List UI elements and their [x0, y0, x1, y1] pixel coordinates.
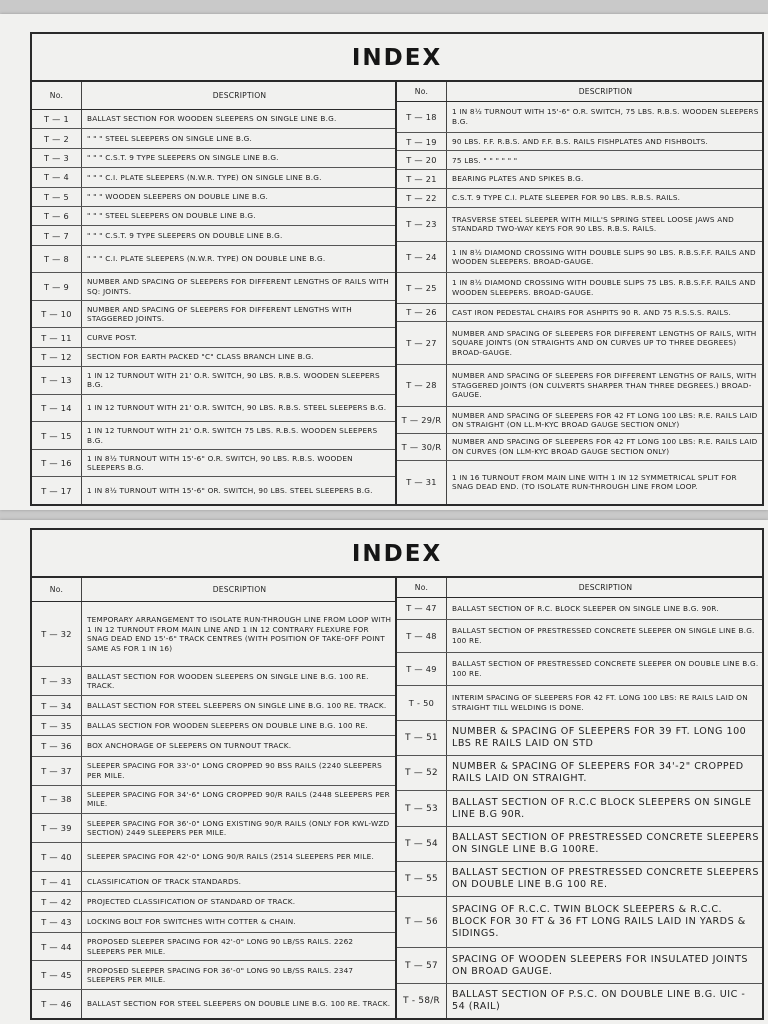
drawing-number: T — 13 [32, 367, 82, 394]
drawing-description: INTERIM SPACING OF SLEEPERS FOR 42 FT. LONG 100 LBS: RE RAILS LAID ON STRAIGHT TILL WELDING IS DONE. [452, 693, 748, 712]
drawing-description: 1 IN 8½ DIAMOND CROSSING WITH DOUBLE SLIPS 90 LBS. R.B.S.F.F. RAILS AND WOODEN SLEEPERS. BROAD-GAUGE. [452, 247, 756, 267]
drawing-number: T — 3 [32, 149, 82, 167]
index-column-left [32, 82, 397, 504]
table-row [32, 328, 395, 347]
table-row [32, 129, 395, 148]
drawing-description: NUMBER AND SPACING OF SLEEPERS FOR 42 FT LONG 100 LBS: R.E. RAILS LAID ON STRAIGHT (ON LL.M-KYC BROAD GAUGE SECTION ONLY) [452, 410, 758, 430]
drawing-description: NUMBER AND SPACING OF SLEEPERS FOR DIFFERENT LENGTHS OF RAILS, WITH STAGGERED JOINTS (ON CULVERTS SHARPER THAN THREE DEGREES.) BROAD-GAUGE. [452, 371, 757, 400]
table-row [397, 756, 762, 791]
drawing-description: TRASVERSE STEEL SLEEPER WITH MILL'S SPRING STEEL LOOSE JAWS AND STANDARD TWO-WAY KEYS FOR 90 LBS. R.B.S. RAILS. [452, 214, 734, 234]
drawing-number: T — 37 [32, 757, 82, 785]
table-row [397, 791, 762, 826]
drawing-description: " " " C.S.T. 9 TYPE SLEEPERS ON SINGLE LINE B.G. [87, 153, 279, 163]
drawing-description: 1 IN 8½ DIAMOND CROSSING WITH DOUBLE SLIPS 75 LBS. R.B.S.F.F. RAILS AND WOODEN SLEEPERS. BROAD-GAUGE. [452, 278, 756, 297]
drawing-description: BALLAST SECTION OF P.S.C. ON DOUBLE LINE B.G. UIC - 54 (RAIL) [452, 988, 746, 1012]
drawing-number: T — 49 [397, 653, 447, 685]
table-row [32, 226, 395, 245]
drawing-description: " " " C.S.T. 9 TYPE SLEEPERS ON DOUBLE LINE B.G. [87, 230, 283, 240]
table-row [32, 933, 395, 962]
table-row [32, 716, 395, 736]
drawing-number: T - 58/R [397, 984, 447, 1018]
drawing-description: 1 IN 16 TURNOUT FROM MAIN LINE WITH 1 IN 12 SYMMETRICAL SPLIT FOR SNAG DEAD END. (TO ISOLATE RUN-THROUGH LINE FROM LOOP. [452, 472, 737, 492]
drawing-description: NUMBER & SPACING OF SLEEPERS FOR 39 FT. LONG 100 LBS RE RAILS LAID ON STD [452, 725, 747, 749]
index-column-left [32, 578, 397, 1018]
drawing-description: 1 IN 12 TURNOUT WITH 21' O.R. SWITCH, 90 LBS. R.B.S. STEEL SLEEPERS B.G. [87, 403, 387, 413]
drawing-description: CURVE POST. [87, 332, 137, 342]
table-row [32, 168, 395, 187]
column-header-description: DESCRIPTION [212, 90, 267, 100]
table-row [32, 207, 395, 226]
drawing-description: NUMBER AND SPACING OF SLEEPERS FOR DIFFERENT LENGTHS OF RAILS WITH SQ: JOINTS. [87, 277, 389, 296]
drawing-description: CLASSIFICATION OF TRACK STANDARDS. [87, 876, 242, 886]
column-header-description: DESCRIPTION [212, 584, 267, 594]
table-row [32, 786, 395, 815]
table-row [397, 721, 762, 756]
table-row [397, 151, 762, 170]
drawing-number: T — 9 [32, 273, 82, 300]
index-column-right [397, 578, 762, 1018]
index-table-2 [30, 528, 764, 1020]
drawing-description: BALLAST SECTION OF PRESTRESSED CONCRETE SLEEPER ON DOUBLE LINE B.G. 100 RE. [452, 659, 759, 678]
drawing-description: NUMBER AND SPACING OF SLEEPERS FOR DIFFERENT LENGTHS OF RAILS, WITH SQUARE JOINTS (ON STRAIGHTS AND ON CURVES UP TO THREE DEGREES) BROAD-GAUGE. [452, 328, 757, 357]
drawing-description: SLEEPER SPACING FOR 33'-0" LONG CROPPED 90 BSS RAILS (2240 SLEEPERS PER MILE. [87, 761, 383, 780]
drawing-description: SLEEPER SPACING FOR 42'-0" LONG 90/R RAILS (2514 SLEEPERS PER MILE. [87, 852, 374, 862]
drawing-number: T — 42 [32, 892, 82, 911]
drawing-number: T — 56 [397, 897, 447, 947]
column-header-description: DESCRIPTION [578, 582, 633, 592]
drawing-number: T — 43 [32, 912, 82, 931]
drawing-description: C.S.T. 9 TYPE C.I. PLATE SLEEPER FOR 90 LBS. R.B.S. RAILS. [452, 193, 681, 203]
drawing-number: T — 2 [32, 129, 82, 147]
drawing-number: T — 31 [397, 461, 447, 504]
table-row [32, 602, 395, 667]
drawing-number: T - 50 [397, 686, 447, 720]
drawing-number: T — 36 [32, 736, 82, 755]
table-row [397, 365, 762, 407]
table-row [32, 188, 395, 207]
drawing-description: BEARING PLATES AND SPIKES B.G. [452, 174, 584, 184]
column-header-no: No. [32, 578, 82, 601]
table-row [32, 696, 395, 716]
table-row [397, 620, 762, 653]
index-title: INDEX [32, 530, 762, 578]
drawing-description: PROPOSED SLEEPER SPACING FOR 42'-0" LONG 90 LB/SS RAILS. 2262 SLEEPERS PER MILE. [87, 937, 354, 956]
table-row [397, 102, 762, 133]
drawing-number: T — 22 [397, 189, 447, 207]
drawing-number: T — 27 [397, 322, 447, 363]
drawing-number: T — 8 [32, 246, 82, 273]
table-row [32, 450, 395, 478]
table-row [32, 667, 395, 696]
table-row [397, 242, 762, 273]
table-row [32, 149, 395, 168]
table-row [397, 208, 762, 243]
drawing-number: T — 29/R [397, 407, 447, 433]
drawing-number: T — 38 [32, 786, 82, 814]
drawing-description: BALLAST SECTION FOR WOODEN SLEEPERS ON SINGLE LINE B.G. 100 RE. TRACK. [87, 671, 369, 691]
drawing-number: T — 6 [32, 207, 82, 225]
drawing-description: PROJECTED CLASSIFICATION OF STANDARD OF TRACK. [87, 897, 296, 907]
header-row [397, 82, 762, 102]
drawing-number: T — 5 [32, 188, 82, 206]
drawing-number: T — 7 [32, 226, 82, 244]
drawing-description: 1 IN 8½ TURNOUT WITH 15'-6" OR. SWITCH, 90 LBS. STEEL SLEEPERS B.G. [87, 485, 373, 495]
table-row [397, 598, 762, 620]
drawing-number: T — 53 [397, 791, 447, 825]
drawing-number: T — 18 [397, 102, 447, 132]
drawing-description: SLEEPER SPACING FOR 34'-6" LONG CROPPED 90/R RAILS (2448 SLEEPERS PER MILE. [87, 789, 390, 809]
drawing-number: T — 19 [397, 133, 447, 151]
drawing-number: T — 30/R [397, 434, 447, 460]
table-row [397, 984, 762, 1018]
drawing-number: T — 14 [32, 395, 82, 422]
drawing-number: T — 21 [397, 170, 447, 188]
table-row [397, 170, 762, 189]
drawing-number: T — 12 [32, 348, 82, 366]
drawing-description: TEMPORARY ARRANGEMENT TO ISOLATE RUN-THROUGH LINE FROM LOOP WITH 1 IN 12 TURNOUT FROM MAIN LINE AND 1 IN 12 CONTRARY FLEXURE FOR SNAG DEAD END 15'-6" TRACK CENTRES (WITH POSITION OF TAKE-OFF POINT SAME AS FOR 1 IN 16) [87, 615, 392, 653]
drawing-number: T — 33 [32, 667, 82, 695]
drawing-number: T — 54 [397, 827, 447, 861]
index-sheet-1 [0, 14, 768, 510]
drawing-description: 1 IN 8½ TURNOUT WITH 15'-6" O.R. SWITCH, 75 LBS. R.B.S. WOODEN SLEEPERS B.G. [452, 107, 759, 126]
drawing-number: T — 41 [32, 872, 82, 891]
table-row [32, 367, 395, 395]
drawing-number: T — 57 [397, 948, 447, 982]
table-row [32, 273, 395, 301]
header-row [32, 82, 395, 110]
table-row [397, 653, 762, 686]
drawing-description: BALLAST SECTION FOR WOODEN SLEEPERS ON SINGLE LINE B.G. [87, 114, 337, 124]
drawing-description: 1 IN 12 TURNOUT WITH 21' O.R. SWITCH 75 LBS. R.B.S. WOODEN SLEEPERS B.G. [87, 426, 378, 445]
drawing-number: T — 16 [32, 450, 82, 477]
table-row [397, 273, 762, 304]
drawing-number: T — 17 [32, 477, 82, 504]
drawing-number: T — 40 [32, 843, 82, 871]
drawing-number: T — 51 [397, 721, 447, 755]
column-header-no: No. [397, 578, 447, 597]
drawing-description: " " " C.I. PLATE SLEEPERS (N.W.R. TYPE) ON DOUBLE LINE B.G. [87, 254, 326, 264]
drawing-number: T — 47 [397, 598, 447, 619]
drawing-description: " " " WOODEN SLEEPERS ON DOUBLE LINE B.G. [87, 192, 269, 202]
drawing-description: NUMBER AND SPACING OF SLEEPERS FOR 42 FT LONG 100 LBS: R.E. RAILS LAID ON CURVES (ON LLM-KYC BROAD GAUGE SECTION ONLY) [452, 437, 758, 456]
drawing-description: NUMBER AND SPACING OF SLEEPERS FOR DIFFERENT LENGTHS WITH STAGGERED JOINTS. [87, 304, 352, 324]
table-row [32, 246, 395, 274]
drawing-number: T — 15 [32, 422, 82, 449]
table-row [32, 814, 395, 843]
drawing-number: T — 11 [32, 328, 82, 346]
drawing-description: " " " STEEL SLEEPERS ON SINGLE LINE B.G. [87, 133, 252, 143]
table-row [32, 422, 395, 450]
table-row [32, 110, 395, 129]
index-table-1 [30, 32, 764, 506]
table-row [397, 827, 762, 862]
drawing-description: BALLAST SECTION OF R.C. BLOCK SLEEPER ON SINGLE LINE B.G. 90R. [452, 603, 719, 613]
table-row [32, 872, 395, 892]
table-row [397, 862, 762, 897]
drawing-description: 90 LBS. F.F. R.B.S. AND F.F. B.S. RAILS FISHPLATES AND FISHBOLTS. [452, 136, 708, 146]
table-row [32, 843, 395, 872]
table-row [397, 686, 762, 721]
table-row [397, 461, 762, 504]
column-header-no: No. [32, 82, 82, 109]
drawing-number: T — 55 [397, 862, 447, 896]
table-row [397, 322, 762, 364]
drawing-description: 75 LBS. " " " " " " [452, 155, 518, 165]
table-row [32, 301, 395, 329]
drawing-number: T — 45 [32, 961, 82, 989]
drawing-number: T — 44 [32, 933, 82, 961]
drawing-number: T — 46 [32, 990, 82, 1018]
drawing-description: BOX ANCHORAGE OF SLEEPERS ON TURNOUT TRACK. [87, 741, 292, 751]
table-row [397, 948, 762, 983]
table-row [32, 912, 395, 932]
index-title: INDEX [32, 34, 762, 82]
table-row [397, 133, 762, 152]
table-row [32, 736, 395, 756]
drawing-description: LOCKING BOLT FOR SWITCHES WITH COTTER & CHAIN. [87, 917, 296, 927]
table-row [32, 990, 395, 1018]
header-row [32, 578, 395, 602]
column-header-no: No. [397, 82, 447, 101]
drawing-description: CAST IRON PEDESTAL CHAIRS FOR ASHPITS 90 R. AND 75 R.S.S.S. RAILS. [452, 307, 732, 317]
drawing-description: BALLAST SECTION OF PRESTRESSED CONCRETE SLEEPERS ON SINGLE LINE B.G 100RE. [452, 831, 759, 855]
drawing-description: BALLAST SECTION OF R.C.C BLOCK SLEEPERS ON SINGLE LINE B.G 90R. [452, 796, 752, 820]
drawing-number: T — 10 [32, 301, 82, 328]
table-row [397, 407, 762, 434]
drawing-number: T — 20 [397, 151, 447, 169]
drawing-description: SLEEPER SPACING FOR 36'-0" LONG EXISTING 90/R RAILS (ONLY FOR KWL-WZD SECTION) 2449 SLEEPERS PER MILE. [87, 818, 390, 838]
drawing-description: SPACING OF WOODEN SLEEPERS FOR INSULATED JOINTS ON BROAD GAUGE. [452, 953, 748, 977]
drawing-description: BALLAS SECTION FOR WOODEN SLEEPERS ON DOUBLE LINE B.G. 100 RE. [87, 721, 368, 731]
drawing-description: BALLAST SECTION FOR STEEL SLEEPERS ON DOUBLE LINE B.G. 100 RE. TRACK. [87, 999, 391, 1009]
drawing-number: T — 26 [397, 304, 447, 322]
drawing-description: BALLAST SECTION OF PRESTRESSED CONCRETE SLEEPERS ON DOUBLE LINE B.G 100 RE. [452, 867, 759, 891]
header-row [397, 578, 762, 598]
drawing-number: T — 35 [32, 716, 82, 735]
drawing-number: T — 52 [397, 756, 447, 790]
drawing-description: BALLAST SECTION OF PRESTRESSED CONCRETE SLEEPER ON SINGLE LINE B.G. 100 RE. [452, 626, 755, 645]
drawing-description: BALLAST SECTION FOR STEEL SLEEPERS ON SINGLE LINE B.G. 100 RE. TRACK. [87, 700, 387, 710]
drawing-description: 1 IN 12 TURNOUT WITH 21' O.R. SWITCH, 90 LBS. R.B.S. WOODEN SLEEPERS B.G. [87, 371, 380, 390]
drawing-number: T — 48 [397, 620, 447, 652]
index-sheet-2 [0, 520, 768, 1024]
table-row [32, 961, 395, 990]
drawing-description: SPACING OF R.C.C. TWIN BLOCK SLEEPERS & R.C.C. BLOCK FOR 30 FT & 36 FT LONG RAILS LAID IN YARDS & SIDINGS. [452, 904, 746, 940]
table-row [32, 757, 395, 786]
drawing-number: T — 32 [32, 602, 82, 666]
drawing-description: " " " C.I. PLATE SLEEPERS (N.W.R. TYPE) ON SINGLE LINE B.G. [87, 172, 322, 182]
column-header-description: DESCRIPTION [578, 86, 633, 96]
table-row [397, 434, 762, 461]
table-row [32, 892, 395, 912]
table-row [32, 477, 395, 504]
drawing-number: T — 1 [32, 110, 82, 128]
drawing-description: 1 IN 8½ TURNOUT WITH 15'-6" O.R. SWITCH, 90 LBS. R.B.S. WOODEN SLEEPERS B.G. [87, 453, 353, 473]
drawing-number: T — 39 [32, 814, 82, 842]
table-row [397, 897, 762, 948]
drawing-number: T — 25 [397, 273, 447, 303]
table-row [397, 189, 762, 208]
drawing-number: T — 4 [32, 168, 82, 186]
drawing-number: T — 28 [397, 365, 447, 406]
drawing-description: PROPOSED SLEEPER SPACING FOR 36'-0" LONG 90 LB/SS RAILS. 2347 SLEEPERS PER MILE. [87, 965, 354, 985]
index-column-right [397, 82, 762, 504]
drawing-description: NUMBER & SPACING OF SLEEPERS FOR 34'-2" CROPPED RAILS LAID ON STRAIGHT. [452, 761, 744, 785]
drawing-description: SECTION FOR EARTH PACKED "C" CLASS BRANCH LINE B.G. [87, 352, 314, 362]
drawing-number: T — 24 [397, 242, 447, 272]
table-row [32, 395, 395, 423]
drawing-description: " " " STEEL SLEEPERS ON DOUBLE LINE B.G. [87, 211, 256, 221]
table-row [32, 348, 395, 367]
table-row [397, 304, 762, 323]
drawing-number: T — 34 [32, 696, 82, 715]
drawing-number: T — 23 [397, 208, 447, 242]
